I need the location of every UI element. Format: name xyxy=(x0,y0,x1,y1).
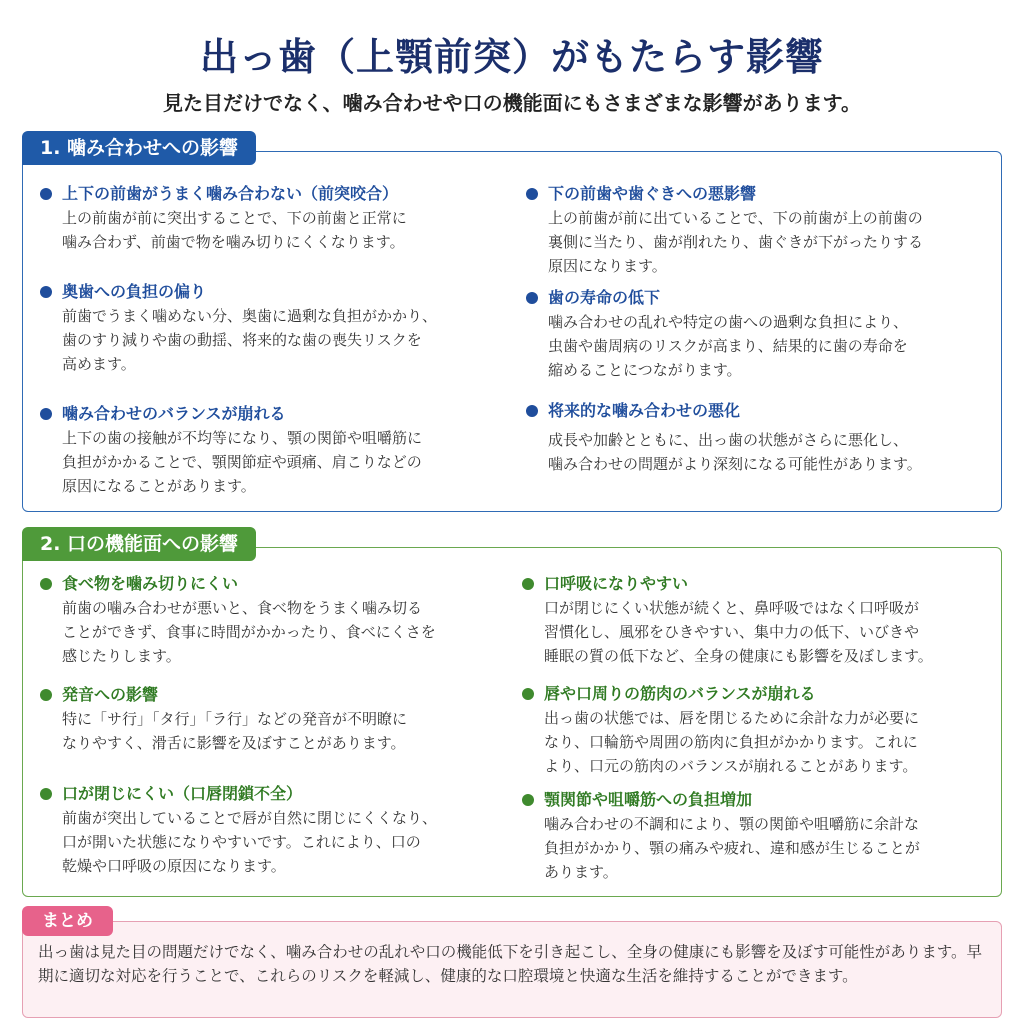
item-heading: 唇や口周りの筋肉のバランスが崩れる xyxy=(522,683,998,705)
item-heading: 口が閉じにくい（口唇閉鎖不全） xyxy=(40,783,510,805)
item-text: 前歯でうまく噛めない分、奥歯に過剰な負担がかかり、 歯のすり減りや歯の動揺、将来的な歯の喪失リスクを 高めます。 xyxy=(62,307,438,373)
list-item xyxy=(522,573,998,668)
item-heading: 下の前歯や歯ぐきへの悪影響 xyxy=(526,183,996,205)
item-text: 前歯が突出していることで唇が自然に閉じにくくなり、 口が開いた状態になりやすいです。これにより、口の 乾燥や口呼吸の原因になります。 xyxy=(62,809,438,875)
page-title: 出っ歯（上顎前突）がもたらす影響 xyxy=(199,35,824,79)
item-text: 前歯の噛み合わせが悪いと、食べ物をうまく噛み切る ことができず、食事に時間がかかったり、食べにくさを 感じたりします。 xyxy=(62,599,436,665)
summary-tab: まとめ xyxy=(22,906,113,936)
bullet-icon xyxy=(526,292,538,304)
list-item xyxy=(526,183,996,278)
bullet-icon xyxy=(40,578,52,590)
list-item xyxy=(40,281,510,376)
list-item xyxy=(40,783,510,878)
bullet-icon xyxy=(40,408,52,420)
list-item xyxy=(522,683,998,778)
item-heading: 奥歯への負担の偏り xyxy=(40,281,510,303)
item-heading: 上下の前歯がうまく噛み合わない（前突咬合） xyxy=(40,183,510,205)
item-text: 噛み合わせの乱れや特定の歯への過剰な負担により、 虫歯や歯周病のリスクが高まり、結果的に歯の寿命を 縮めることにつながります。 xyxy=(548,313,909,379)
section-tab: 2. 口の機能面への影響 xyxy=(22,527,256,561)
bullet-icon xyxy=(40,188,52,200)
item-heading: 将来的な噛み合わせの悪化 xyxy=(526,400,996,422)
list-item xyxy=(522,789,998,884)
list-item xyxy=(526,400,996,476)
bullet-icon xyxy=(40,689,52,701)
section-tab: 1. 噛み合わせへの影響 xyxy=(22,131,256,165)
bullet-icon xyxy=(526,188,538,200)
item-heading: 口呼吸になりやすい xyxy=(522,573,998,595)
list-item xyxy=(526,287,996,382)
item-heading: 食べ物を噛み切りにくい xyxy=(40,573,510,595)
bullet-icon xyxy=(522,794,534,806)
item-text: 上下の歯の接触が不均等になり、顎の関節や咀嚼筋に 負担がかかることで、顎関節症や頭痛、肩こりなどの 原因になることがあります。 xyxy=(62,429,423,495)
item-text: 口が閉じにくい状態が続くと、鼻呼吸ではなく口呼吸が 習慣化し、風邪をひきやすい、集中力の低下、いびきや 睡眠の質の低下など、全身の健康にも影響を及ぼします。 xyxy=(544,599,933,665)
summary-text: 出っ歯は見た目の問題だけでなく、噛み合わせの乱れや口の機能低下を引き起こし、全身の健康にも影響を及ぼす可能性があります。早期に適切な対応を行うことで、これらのリスクを軽減し、健康的な口腔環境と快適な生活を維持することができます。 xyxy=(38,943,982,985)
bullet-icon xyxy=(40,286,52,298)
item-text: 特に「サ行」「タ行」「ラ行」などの発音が不明瞭に なりやすく、滑舌に影響を及ぼすことがあります。 xyxy=(62,710,408,752)
list-item xyxy=(40,183,510,254)
bullet-icon xyxy=(522,578,534,590)
list-item xyxy=(40,684,510,755)
item-heading: 発音への影響 xyxy=(40,684,510,706)
bullet-icon xyxy=(40,788,52,800)
item-heading: 顎関節や咀嚼筋への負担増加 xyxy=(522,789,998,811)
page-subtitle: 見た目だけでなく、噛み合わせや口の機能面にもさまざまな影響があります。 xyxy=(163,91,861,115)
item-text: 成長や加齢とともに、出っ歯の状態がさらに悪化し、 噛み合わせの問題がより深刻になる可能性があります。 xyxy=(548,431,922,473)
item-text: 出っ歯の状態では、唇を閉じるために余計な力が必要に なり、口輪筋や周囲の筋肉に負担がかかります。これに より、口元の筋肉のバランスが崩れることがあります。 xyxy=(544,709,920,775)
item-text: 噛み合わせの不調和により、顎の関節や咀嚼筋に余計な 負担がかかり、顎の痛みや疲れ、違和感が生じることが あります。 xyxy=(544,815,920,881)
item-text: 上の前歯が前に突出することで、下の前歯と正常に 噛み合わず、前歯で物を噛み切りにくくなります。 xyxy=(62,209,407,251)
list-item xyxy=(40,573,510,668)
list-item xyxy=(40,403,510,498)
item-text: 上の前歯が前に出ていることで、下の前歯が上の前歯の 裏側に当たり、歯が削れたり、歯ぐきが下がったりする 原因になります。 xyxy=(548,209,924,275)
bullet-icon xyxy=(526,405,538,417)
item-heading: 歯の寿命の低下 xyxy=(526,287,996,309)
item-heading: 噛み合わせのバランスが崩れる xyxy=(40,403,510,425)
bullet-icon xyxy=(522,688,534,700)
